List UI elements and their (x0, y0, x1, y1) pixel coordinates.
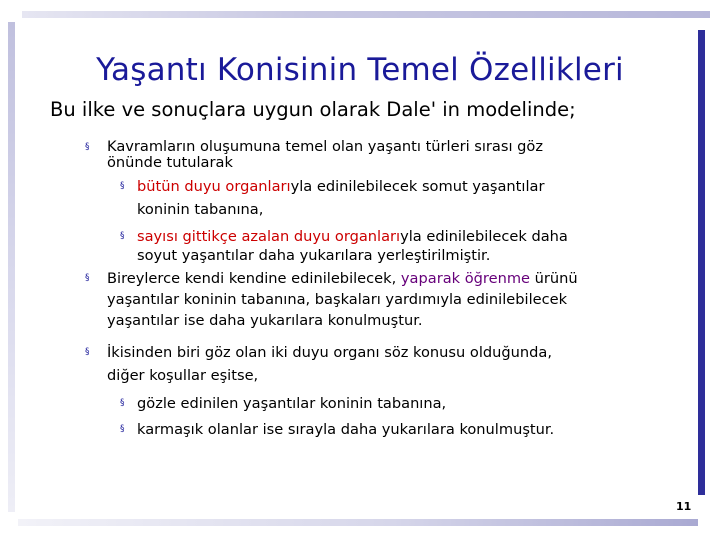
slide-title: Yaşantı Konisinin Temel Özellikleri (96, 52, 624, 88)
bullet-icon: § (120, 398, 125, 408)
top-decor-bar (22, 11, 710, 18)
right-decor-bar (698, 30, 705, 495)
bullet-icon: § (85, 273, 90, 283)
bullet-icon: § (120, 181, 125, 191)
item-line: diğer koşullar eşitse, (107, 367, 259, 384)
item-line: koninin tabanına, (137, 201, 264, 218)
item-line: karmaşık olanlar ise sırayla daha yukarılara konulmuştur. (137, 421, 555, 438)
emphasis-text: yaparak öğrenme (400, 270, 531, 287)
item-line: Kavramların oluşumuna temel olan yaşantı türleri sırası göz (107, 138, 544, 155)
emphasis-text: bütün duyu organları (137, 178, 291, 195)
list-item (137, 420, 554, 440)
item-line: gözle edinilen yaşantılar koninin tabanına, (137, 395, 447, 412)
item-text: yla edinilebilecek somut yaşantılar (290, 178, 545, 195)
item-line: soyut yaşantılar daha yukarılara yerleştirilmiştir. (137, 247, 491, 264)
list-item (137, 227, 568, 266)
item-line: önünde tutularak (107, 154, 233, 171)
item-text: ürünü (530, 270, 578, 287)
bottom-decor-bar (18, 519, 698, 526)
left-decor-bar (8, 22, 15, 512)
bullet-icon: § (120, 424, 125, 434)
bullet-icon: § (85, 347, 90, 357)
item-text: yla edinilebilecek daha (400, 228, 568, 245)
item-line: İkisinden biri göz olan iki duyu organı söz konusu olduğunda, (107, 344, 553, 361)
item-line (107, 269, 578, 289)
list-item (107, 269, 578, 331)
list-item (107, 137, 543, 173)
intro-text: Bu ilke ve sonuçlara uygun olarak Dale' in modelinde; (50, 98, 576, 121)
item-line: yaşantılar ise daha yukarılara konulmuştur. (107, 312, 423, 329)
emphasis-text: sayısı gittikçe azalan duyu organları (137, 228, 401, 245)
bullet-icon: § (120, 231, 125, 241)
item-line (137, 227, 568, 247)
item-line (137, 177, 544, 197)
list-item (137, 177, 544, 220)
list-item (107, 343, 552, 386)
list-item (137, 394, 446, 414)
bullet-icon: § (85, 142, 90, 152)
item-text: Bireylerce kendi kendine edinilebilecek, (107, 270, 401, 287)
page-number: 11 (676, 500, 692, 513)
item-line: yaşantılar koninin tabanına, başkaları yardımıyla edinilebilecek (107, 291, 568, 308)
